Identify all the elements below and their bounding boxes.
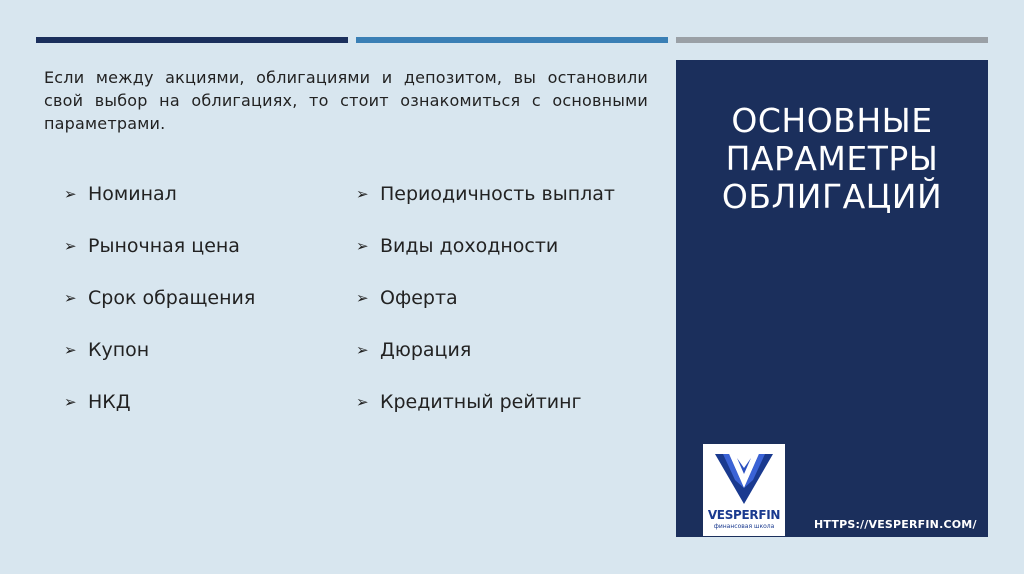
list-item-label: Номинал: [88, 183, 177, 205]
list-item: [356, 388, 615, 440]
arrow-right-icon: ➢: [64, 237, 77, 255]
logo-name: VESPERFIN: [707, 508, 781, 522]
list-item-label: Срок обращения: [88, 287, 256, 309]
title-line: ПАРАМЕТРЫ: [725, 139, 939, 178]
title-panel: [676, 60, 988, 537]
list-item-label: Рыночная цена: [88, 235, 240, 257]
top-bar-dark: [36, 37, 348, 43]
logo-subtitle: финансовая школа: [713, 523, 775, 530]
arrow-right-icon: ➢: [356, 393, 369, 411]
list-item: [356, 336, 615, 388]
list-item-label: Виды доходности: [380, 235, 559, 257]
list-item-label: НКД: [88, 391, 131, 413]
top-bar-gray: [676, 37, 988, 43]
arrow-right-icon: ➢: [64, 185, 77, 203]
list-item: [64, 336, 255, 388]
arrow-right-icon: ➢: [356, 341, 369, 359]
list-item-label: Оферта: [380, 287, 458, 309]
title-line: ОСНОВНЫЕ: [731, 101, 933, 140]
intro-text: Если между акциями, облигациями и депозитом, вы остановили свой выбор на облигациях, то стоит ознакомиться с основными параметрами.: [44, 68, 648, 133]
vesperfin-logo: [703, 444, 785, 536]
page-title: [676, 102, 988, 216]
list-item: [64, 388, 255, 440]
title-line: ОБЛИГАЦИЙ: [721, 177, 943, 216]
list-item-label: Кредитный рейтинг: [380, 391, 582, 413]
parameters-list-left: [64, 180, 255, 440]
website-link[interactable]: HTTPS://VESPERFIN.COM/: [814, 518, 977, 531]
arrow-right-icon: ➢: [64, 393, 77, 411]
list-item-label: Дюрация: [380, 339, 472, 361]
arrow-right-icon: ➢: [356, 185, 369, 203]
list-item: [64, 180, 255, 232]
arrow-right-icon: ➢: [356, 237, 369, 255]
top-bar-blue: [356, 37, 668, 43]
arrow-right-icon: ➢: [64, 289, 77, 307]
list-item: [356, 284, 615, 336]
arrow-right-icon: ➢: [64, 341, 77, 359]
list-item-label: Периодичность выплат: [380, 183, 615, 205]
list-item: [356, 180, 615, 232]
list-item-label: Купон: [88, 339, 150, 361]
parameters-list-right: [356, 180, 615, 440]
list-item: [356, 232, 615, 284]
logo-v-icon: [703, 444, 785, 508]
arrow-right-icon: ➢: [356, 289, 369, 307]
list-item: [64, 232, 255, 284]
list-item: [64, 284, 255, 336]
